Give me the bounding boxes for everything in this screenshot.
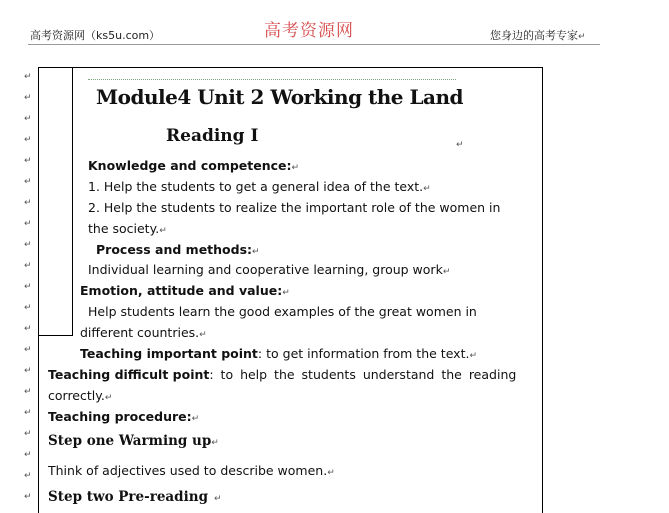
step-one-text-content: Think of adjectives used to describe women. <box>48 463 328 478</box>
process-heading <box>96 242 260 260</box>
emotion-line-2 <box>80 325 207 343</box>
paragraph-mark-icon: ↵ <box>24 450 32 460</box>
paragraph-mark-icon: ↵ <box>24 177 32 187</box>
document-title: Module4 Unit 2 Working the Land <box>96 85 464 109</box>
paragraph-mark-icon: ↵ <box>291 163 300 173</box>
paragraph-mark-icon: ↵ <box>282 288 290 298</box>
header-divider <box>28 44 600 45</box>
paragraph-mark-icon: ↵ <box>456 140 464 150</box>
knowledge-heading-text: Knowledge and competence: <box>88 158 292 173</box>
paragraph-mark-icon: ↵ <box>24 345 32 355</box>
emotion-heading-text: Emotion, attitude and value: <box>80 283 283 298</box>
step-one-text <box>48 463 335 481</box>
paragraph-mark-icon: ↵ <box>24 408 32 418</box>
header-logo: 高考资源网 <box>264 21 354 41</box>
paragraph-mark-icon: ↵ <box>24 135 32 145</box>
difficult-point-label: Teaching difficult point <box>48 367 210 382</box>
process-text-content: Individual learning and cooperative learning, group work <box>88 262 443 277</box>
knowledge-heading <box>88 158 299 176</box>
step-one-heading-text: Step one Warming up <box>48 433 212 449</box>
paragraph-mark-icon: ↵ <box>24 471 32 481</box>
emotion-heading <box>80 283 290 301</box>
table-inner-cell <box>38 67 73 336</box>
paragraph-mark-icon: ↵ <box>442 267 451 277</box>
dotted-rule <box>88 79 456 80</box>
knowledge-item-2-line2 <box>88 221 167 239</box>
important-point-text: : to get information from the text. <box>257 346 470 361</box>
paragraph-mark-icon: ↵ <box>104 393 113 403</box>
paragraph-mark-icon: ↵ <box>214 494 222 504</box>
paragraph-mark-icon: ↵ <box>191 414 200 424</box>
paragraph-mark-icon: ↵ <box>24 114 32 124</box>
important-point-label: Teaching important point <box>80 346 258 361</box>
paragraph-mark-icon: ↵ <box>24 72 32 82</box>
difficult-point-text: : to help the students understand the reading <box>209 367 517 382</box>
emotion-line-1: Help students learn the good examples of the great women in <box>88 304 477 319</box>
difficult-point-line-2 <box>48 388 112 406</box>
header-site-name: 高考资源网（ks5u.com） <box>30 29 161 42</box>
paragraph-mark-icon: ↵ <box>252 247 260 257</box>
paragraph-mark-icon: ↵ <box>159 226 167 236</box>
paragraph-mark-icon: ↵ <box>199 330 207 340</box>
important-point <box>80 346 477 364</box>
paragraph-mark-icon: ↵ <box>423 184 431 194</box>
paragraph-mark-icon: ↵ <box>24 303 32 313</box>
paragraph-mark-icon: ↵ <box>24 93 32 103</box>
paragraph-mark-icon: ↵ <box>469 351 477 361</box>
paragraph-mark-icon: ↵ <box>24 324 32 334</box>
paragraph-mark-icon: ↵ <box>24 261 32 271</box>
knowledge-item-1 <box>88 179 431 197</box>
header-slogan-text: 您身边的高考专家 <box>490 29 578 42</box>
header-slogan <box>490 27 586 43</box>
step-two-heading-text: Step two Pre-reading <box>48 489 209 505</box>
paragraph-mark-icon: ↵ <box>24 429 32 439</box>
knowledge-item-2-line1: 2. Help the students to realize the important role of the women in <box>88 200 501 215</box>
paragraph-mark-icon: ↵ <box>327 468 335 478</box>
paragraph-mark-icon: ↵ <box>24 282 32 292</box>
paragraph-mark-icon: ↵ <box>578 32 586 42</box>
step-two-heading <box>48 489 222 507</box>
procedure-heading <box>48 409 199 427</box>
difficult-point-line-2-text: correctly. <box>48 388 105 403</box>
emotion-line-2-text: different countries. <box>80 325 200 340</box>
document-subtitle: Reading I <box>166 126 259 146</box>
paragraph-mark-icon: ↵ <box>211 438 219 448</box>
process-heading-text: Process and methods: <box>96 242 253 257</box>
paragraph-mark-icon: ↵ <box>24 156 32 166</box>
paragraph-mark-icon: ↵ <box>24 387 32 397</box>
process-text <box>88 262 450 280</box>
paragraph-mark-icon: ↵ <box>24 492 32 502</box>
step-one-heading <box>48 433 219 451</box>
difficult-point-line-1 <box>48 367 532 383</box>
paragraph-mark-icon: ↵ <box>24 366 32 376</box>
knowledge-item-1-text: 1. Help the students to get a general idea of the text. <box>88 179 424 194</box>
knowledge-item-2-line2-text: the society. <box>88 221 160 236</box>
paragraph-mark-icon: ↵ <box>24 198 32 208</box>
paragraph-mark-icon: ↵ <box>24 240 32 250</box>
paragraph-mark-icon: ↵ <box>24 219 32 229</box>
procedure-heading-text: Teaching procedure: <box>48 409 192 424</box>
